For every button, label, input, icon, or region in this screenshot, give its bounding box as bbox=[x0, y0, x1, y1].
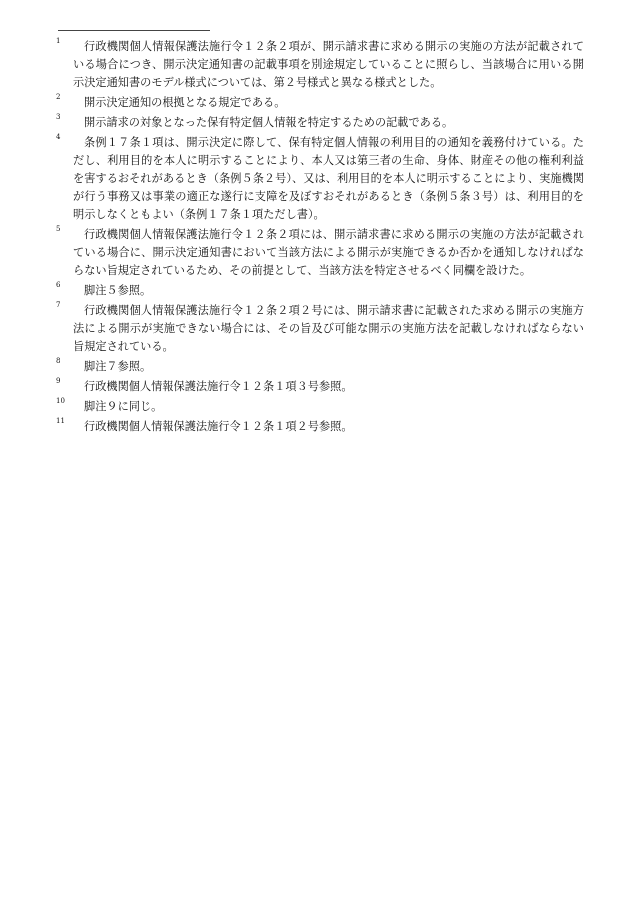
footnote bbox=[56, 94, 584, 112]
footnote bbox=[56, 226, 584, 280]
footnote-text: 脚注５参照。 bbox=[84, 284, 152, 297]
footnote-number: 6 bbox=[56, 281, 61, 289]
footnote-text: 開示請求の対象となった保有特定個人情報を特定するための記載である。 bbox=[84, 116, 454, 129]
footnote-text: 条例１７条１項は、開示決定に際して、保有特定個人情報の利用目的の通知を義務付けている。ただし、利用目的を本人に明示することにより、本人又は第三者の生命、身体、財産その他の権利利益を害するおそれがあるとき（条例５条２号）、又は、利用目的を本人に明示することにより、実施機関が行う事務又は事業の適正な遂行に支障を及ぼすおそれがあるとき（条例５条３号）は、利用目的を明示しなくともよい（条例１７条１項ただし書）。 bbox=[73, 136, 584, 221]
footnote bbox=[56, 38, 584, 92]
footnote-text: 行政機関個人情報保護法施行令１２条２項には、開示請求書に求める開示の実施の方法が記載されている場合に、開示決定通知書において当該方法による開示が実施できるか否かを通知しなければならない旨規定されているため、その前提として、当該方法を特定させるべく同欄を設けた。 bbox=[73, 228, 584, 277]
footnote bbox=[56, 302, 584, 356]
footnote-number: 7 bbox=[56, 301, 61, 309]
footnote-number: 11 bbox=[56, 417, 65, 425]
footnote bbox=[56, 358, 584, 376]
footnote-number: 9 bbox=[56, 377, 61, 385]
footnote-number: 2 bbox=[56, 93, 61, 101]
footnote bbox=[56, 378, 584, 396]
footnote-number: 4 bbox=[56, 133, 61, 141]
footnote-text: 行政機関個人情報保護法施行令１２条２項が、開示請求書に求める開示の実施の方法が記載されている場合につき、開示決定通知書の記載事項を別途規定していることに照らし、当該場合に用いる開示決定通知書のモデル様式については、第２号様式と異なる様式とした。 bbox=[73, 40, 584, 89]
footnote-text: 行政機関個人情報保護法施行令１２条１項２号参照。 bbox=[84, 420, 353, 433]
footnote-number: 3 bbox=[56, 113, 61, 121]
footnote-separator bbox=[58, 30, 210, 31]
footnote-number: 10 bbox=[56, 397, 65, 405]
footnote bbox=[56, 114, 584, 132]
footnote-list bbox=[56, 38, 584, 438]
footnote-number: 5 bbox=[56, 225, 61, 233]
footnote-text: 行政機関個人情報保護法施行令１２条２項２号には、開示請求書に記載された求める開示の実施方法による開示が実施できない場合には、その旨及び可能な開示の実施方法を記載しなければならない旨規定されている。 bbox=[73, 304, 584, 353]
footnote-number: 8 bbox=[56, 357, 61, 365]
footnote-text: 開示決定通知の根拠となる規定である。 bbox=[84, 96, 286, 109]
footnote bbox=[56, 134, 584, 224]
footnote-text: 脚注９に同じ。 bbox=[84, 400, 163, 413]
footnote-text: 行政機関個人情報保護法施行令１２条１項３号参照。 bbox=[84, 380, 353, 393]
footnote bbox=[56, 282, 584, 300]
footnote-text: 脚注７参照。 bbox=[84, 360, 152, 373]
footnote bbox=[56, 398, 584, 416]
footnote-number: 1 bbox=[56, 37, 61, 45]
footnote bbox=[56, 418, 584, 436]
